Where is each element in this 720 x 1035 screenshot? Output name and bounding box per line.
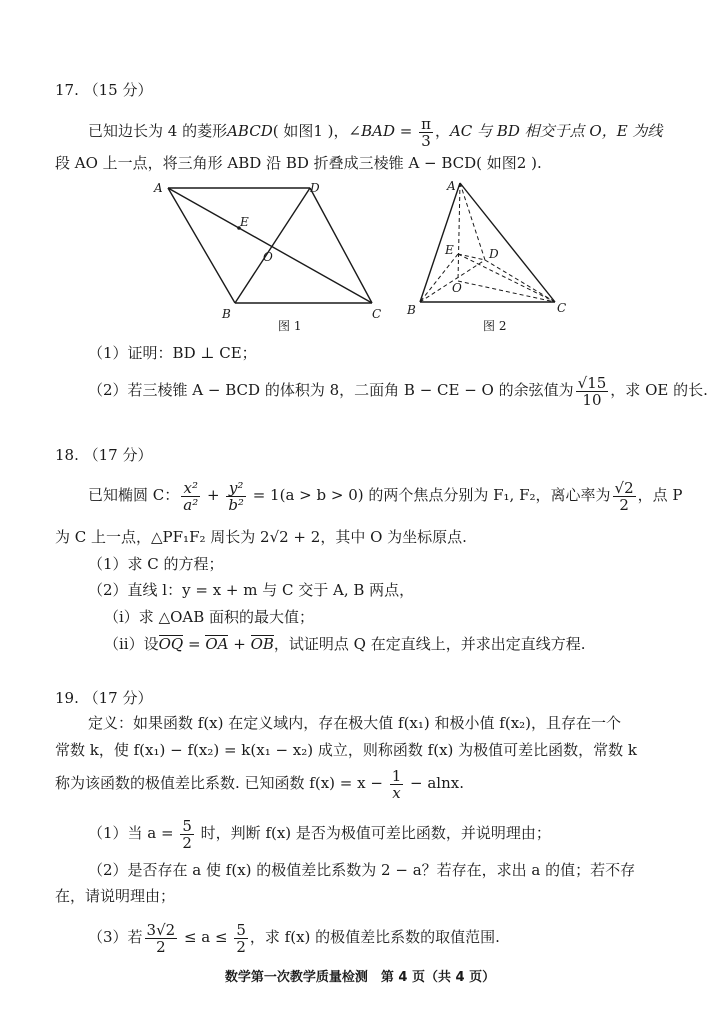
q18-stem-text-c: ，点 P <box>637 486 683 504</box>
q18-vec-eq: = <box>183 635 206 653</box>
page-footer: 数学第一次教学质量检测 第 4 页（共 4 页） <box>224 970 496 985</box>
q17-stem-line1 <box>88 114 662 148</box>
fig1-edge-ba <box>168 188 235 303</box>
fig1-label-e: E <box>240 215 249 229</box>
q19-part1-num: 5 <box>182 816 192 835</box>
fig2-edge-dc <box>485 260 555 302</box>
fig2-edge-ad <box>460 183 485 260</box>
q17-part2-text-a: （2）若三棱锥 A − BCD 的体积为 8，二面角 B − CE − O 的余弦值为 <box>88 381 574 399</box>
q18-stem-line2: 为 C 上一点，△PF₁F₂ 周长为 2√2 + 2，其中 O 为坐标原点. <box>55 528 467 546</box>
q19-def3-text-b: − alnx. <box>405 774 464 792</box>
q19-part3 <box>88 918 500 956</box>
q19-part3-text-b: ≤ a ≤ <box>179 928 233 946</box>
q19-def3-den: x <box>392 783 401 802</box>
q19-part1 <box>88 814 551 852</box>
q17-part2-den: 10 <box>582 390 602 409</box>
fig2-label-c: C <box>557 301 567 315</box>
q17-stem-text-d: AC 与 BD 相交于点 O，E 为线 <box>449 122 663 140</box>
q19-part3-num: 3√2 <box>146 920 176 939</box>
q19-part3-fraction-2 <box>234 922 248 955</box>
q19-def3-text-a: 称为该函数的极值差比系数. 已知函数 f(x) = x − <box>55 774 388 792</box>
q18-stem-line1 <box>88 475 683 515</box>
q17-stem-text-b: ( 如图1 )，∠ <box>272 122 362 140</box>
fig2-label-b: B <box>407 303 416 317</box>
q18-part2-ii-text-a: （ii）设 <box>104 635 159 653</box>
q17-eq: = <box>394 122 418 140</box>
q17-stem-line2: 段 AO 上一点，将三角形 ABD 沿 BD 折叠成三棱锥 A − BCD( 如图2 ). <box>55 154 542 172</box>
q18-vec-oq: OQ <box>158 635 184 653</box>
q18-part2-ii-text-b: ，试证明点 Q 在定直线上，并求出定直线方程. <box>273 635 586 653</box>
q18-b2: b² <box>228 495 244 514</box>
q18-vec-oa: OA <box>205 635 229 653</box>
fig2-label-d: D <box>489 247 499 261</box>
fig2-caption: 图 2 <box>483 319 507 333</box>
q19-part3-text-c: ，求 f(x) 的极值差比系数的取值范围. <box>249 928 500 946</box>
q19-def-line3 <box>55 764 464 802</box>
q18-stem-text-a: 已知椭圆 C： <box>88 486 180 504</box>
q18-x-fraction <box>181 480 200 513</box>
q19-part1-fraction <box>180 818 194 851</box>
q18-part1: （1）求 C 的方程； <box>88 555 224 573</box>
q18-y2: y² <box>226 480 246 497</box>
q18-e-den: 2 <box>619 495 629 514</box>
fig2-label-a: A <box>447 179 456 193</box>
fig2-label-e: E <box>445 243 454 257</box>
q19-def-line1: 定义：如果函数 f(x) 在定义域内，存在极大值 f(x₁) 和极小值 f(x₂)，且存在一个 <box>88 714 622 732</box>
q18-part2: （2）直线 l：y = x + m 与 C 交于 A, B 两点， <box>88 581 415 599</box>
q17-bad: BAD <box>361 122 395 140</box>
q19-part1-text-b: 时，判断 f(x) 是否为极值可差比函数，并说明理由； <box>195 824 551 842</box>
q18-part2-ii <box>104 634 586 654</box>
q19-def3-fraction <box>390 768 404 801</box>
q18-e-fraction <box>613 480 636 513</box>
q17-pi-fraction <box>419 116 433 149</box>
fig1-label-d: D <box>310 181 320 195</box>
fig1-caption: 图 1 <box>278 319 302 333</box>
q19-part3-den: 2 <box>156 937 166 956</box>
fig2-segment-ec <box>458 254 555 302</box>
q18-header: 18. （17 分） <box>55 446 153 464</box>
q17-abcd: ABCD <box>227 122 273 140</box>
q19-part3-num2: 5 <box>236 920 246 939</box>
q17-pi-den: 3 <box>421 131 431 150</box>
q19-def-line2: 常数 k，使 f(x₁) − f(x₂) = k(x₁ − x₂) 成立，则称函数 f(x) 为极值可差比函数，常数 k <box>55 741 638 759</box>
fig1-label-c: C <box>372 307 382 321</box>
q18-plus: + <box>202 486 225 504</box>
q19-part3-den2: 2 <box>236 937 246 956</box>
q17-part2-text-b: ，求 OE 的长. <box>610 381 708 399</box>
q17-stem-text-a: 已知边长为 4 的菱形 <box>88 122 228 140</box>
q18-part2-i: （i）求 △OAB 面积的最大值； <box>104 608 315 626</box>
q17-header: 17. （15 分） <box>55 81 153 99</box>
fig2-segment-ao <box>458 183 460 281</box>
q19-part3-text-a: （3）若 <box>88 928 143 946</box>
q19-def3-num: 1 <box>391 766 402 785</box>
q18-x2: x² <box>181 480 200 497</box>
q18-a2: a² <box>183 495 199 514</box>
q17-figure-2 <box>405 178 585 338</box>
q18-stem-text-b: = 1(a > b > 0) 的两个焦点分别为 F₁, F₂，离心率为 <box>247 486 611 504</box>
q17-part2 <box>88 372 708 408</box>
q19-part2-line2: 在，请说明理由； <box>55 887 176 905</box>
fig1-label-o: O <box>263 250 273 264</box>
q18-vec-plus: + <box>228 635 251 653</box>
q19-part1-den: 2 <box>182 833 192 852</box>
q17-figure-1 <box>150 178 390 338</box>
fig1-label-a: A <box>154 181 163 195</box>
q17-part2-fraction <box>576 375 609 408</box>
q19-part3-fraction-1 <box>145 922 178 955</box>
q17-part2-num: √15 <box>577 373 607 392</box>
q19-part2-line1: （2）是否存在 a 使 f(x) 的极值差比系数为 2 − a？若存在，求出 a 的值；若不存 <box>88 861 636 879</box>
q18-vec-ob: OB <box>250 635 274 653</box>
q18-y-fraction <box>226 480 246 513</box>
q17-stem-text-c: ， <box>434 122 450 140</box>
q17-pi-num: π <box>421 114 431 133</box>
q19-part1-text-a: （1）当 a = <box>88 824 179 842</box>
fig1-diagonal-bd <box>235 188 310 303</box>
fig2-label-o: O <box>452 281 462 295</box>
q19-header: 19. （17 分） <box>55 689 153 707</box>
fig2-segment-ed <box>458 254 485 260</box>
fig1-label-b: B <box>222 307 231 321</box>
q18-e-num: √2 <box>614 478 634 497</box>
q17-part1: （1）证明：BD ⊥ CE； <box>88 344 257 362</box>
